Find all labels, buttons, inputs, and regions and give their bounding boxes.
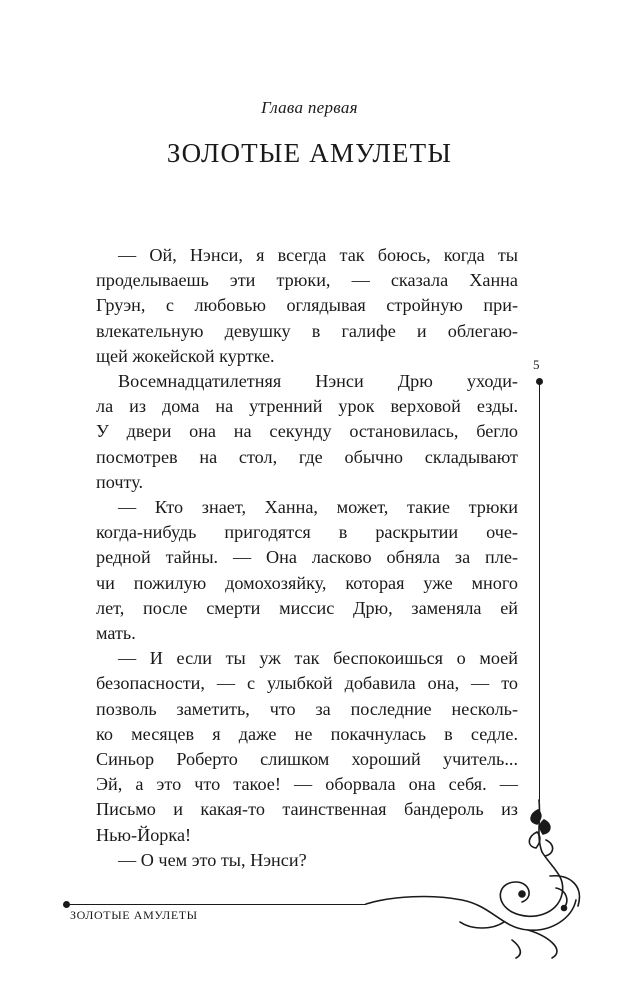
text-line: Синьор Роберто слишком хороший учитель... (96, 749, 518, 770)
text-line: влекательную девушку в галифе и облегаю- (96, 320, 518, 341)
text-line: Восемнадцатилетняя Нэнси Дрю уходи- (118, 371, 518, 392)
text-line: — Ой, Нэнси, я всегда так боюсь, когда ты (118, 245, 518, 265)
text-line: — Кто знает, Ханна, может, такие трюки (118, 497, 518, 518)
body-text (96, 243, 518, 873)
text-line: ко месяцев я даже не покачнулась в седле. (96, 723, 518, 744)
text-line: — И если ты уж так беспокоишься о моей (118, 648, 518, 669)
horizontal-rule (66, 904, 366, 905)
text-line: Эй, а это что такое! — оборвала она себя. — (96, 774, 518, 795)
chapter-title: ЗОЛОТЫЕ АМУЛЕТЫ (166, 138, 453, 168)
text-line: Груэн, с любовью оглядывая стройную при- (96, 295, 518, 316)
text-line: лет, после смерти миссис Дрю, заменяла ей (96, 597, 518, 618)
text-line: проделываешь эти трюки, — сказала Ханна (96, 270, 518, 291)
text-line: У двери она на секунду остановилась, бегло (96, 421, 518, 442)
text-line: почту. (96, 471, 144, 492)
chapter-label: Глава первая (261, 98, 358, 117)
text-line: мать. (96, 623, 136, 644)
text-line: чи пожилую домохозяйку, которая уже много (96, 572, 518, 593)
text-line: когда-нибудь пригодятся в раскрытии оче- (96, 522, 518, 543)
text-line: щей жокейской куртке. (96, 345, 275, 366)
text-line: Письмо и какая-то таинственная бандероль из (96, 799, 518, 820)
flourish-ornament (352, 790, 592, 960)
running-title: ЗОЛОТЫЕ АМУЛЕТЫ (70, 908, 198, 922)
text-line: позволь заметить, что за последние несколь- (96, 698, 518, 719)
text-line: редной тайны. — Она ласково обняла за пле- (96, 547, 518, 568)
text-line: посмотрев на стол, где обычно складывают (96, 446, 518, 467)
text-line: — О чем это ты, Нэнси? (118, 849, 307, 870)
text-line: безопасности, — с улыбкой добавила она, — то (96, 673, 518, 694)
page-number: 5 (533, 357, 540, 372)
text-line: ла из дома на утренний урок верховой езды. (96, 396, 518, 417)
vertical-rule (539, 381, 540, 801)
text-line: Нью-Йорка! (96, 824, 192, 845)
